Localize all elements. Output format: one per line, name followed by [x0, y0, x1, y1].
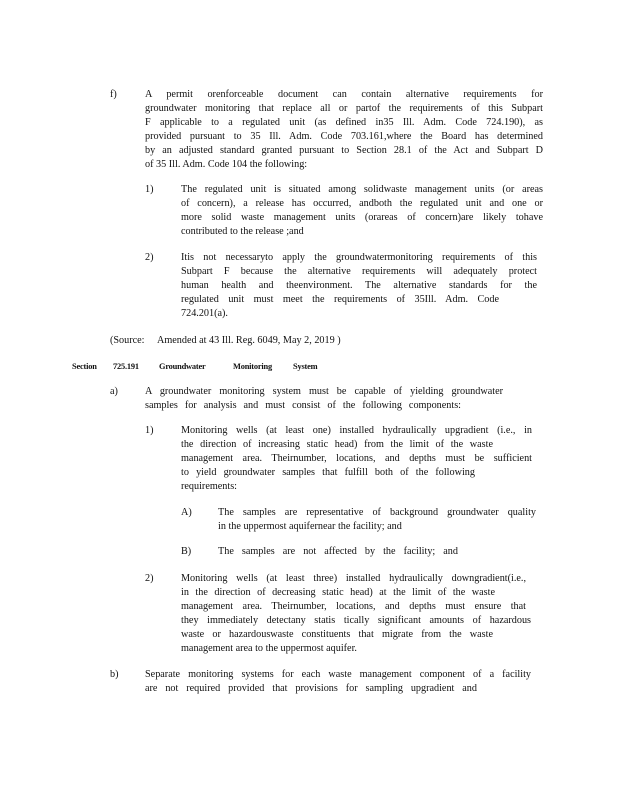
heading-number: 725.191 [113, 362, 139, 371]
item-a1-B-label: B) [181, 546, 192, 557]
section-b-text [145, 668, 531, 696]
text-line: are not required provided that provisions for sampling upgradient and [145, 683, 477, 694]
source-lead: (Source: [110, 335, 145, 346]
text-line: management area. Theirnumber, locations, and depths must be sufficient [181, 453, 532, 464]
text-line: requirements: [181, 481, 238, 492]
section-heading [0, 360, 618, 374]
text-line: The regulated unit is situated among solidwaste management units (or areas [181, 184, 543, 195]
section-f-text [145, 88, 543, 172]
text-line: human health and theenvironment. The alternative standards for the [181, 280, 537, 291]
heading-word-groundwater: Groundwater [159, 362, 206, 371]
text-line: A permit orenforceable document can contain alternative requirements for [145, 89, 543, 100]
subsection-f1-text [181, 183, 543, 239]
text-line: waste or hazardouswaste constituents that migrate from the waste [181, 629, 493, 640]
text-line: the direction of increasing static head) from the limit of the waste [181, 439, 493, 450]
text-line: more solid waste management units (orareas of concern)are likely tohave [181, 212, 543, 223]
text-line: provided pursuant to 35 Ill. Adm. Code 703.161,where the Board has determined [145, 131, 543, 142]
text-line: management area. Theirnumber, locations, and depths must ensure that [181, 601, 526, 612]
text-line: of 35 Ill. Adm. Code 104 the following: [145, 159, 308, 170]
subsection-f2-label: 2) [145, 252, 154, 263]
text-line: Subpart F because the alternative requirements will adequately protect [181, 266, 537, 277]
text-line: they immediately detectany statis tically significant amounts of hazardous [181, 615, 531, 626]
heading-word-monitoring: Monitoring [233, 362, 272, 371]
heading-word-system: System [293, 362, 318, 371]
text-line: samples for analysis and must consist of the following components: [145, 400, 461, 411]
text-line: The samples are not affected by the facility; and [218, 546, 458, 557]
subsection-f1-label: 1) [145, 184, 154, 195]
section-b-label: b) [110, 669, 119, 680]
source-text: Amended at 43 Ill. Reg. 6049, May 2, 2019 ) [157, 335, 341, 346]
item-a1-A-label: A) [181, 507, 192, 518]
text-line: regulated unit must meet the requirements of 35Ill. Adm. Code [181, 294, 499, 305]
subsection-a2-label: 2) [145, 573, 154, 584]
item-a1-B-text [218, 545, 458, 559]
text-line: in the uppermost aquifernear the facility; and [218, 521, 402, 532]
text-line: contributed to the release ;and [181, 226, 304, 237]
text-line: management area to the uppermost aquifer. [181, 643, 357, 654]
text-line: of concern), a release has occurred, andboth the regulated unit and one or [181, 198, 543, 209]
text-line: Itis not necessaryto apply the groundwatermonitoring requirements of this [181, 252, 537, 263]
text-line: groundwater monitoring that replace all or partof the requirements of this Subpart [145, 103, 543, 114]
text-line: F applicable to a regulated unit (as defined in35 Ill. Adm. Code 724.190), as [145, 117, 543, 128]
text-line: Monitoring wells (at least one) installed hydraulically upgradient (i.e., in [181, 425, 532, 436]
text-line: to yield groundwater samples that fulfill both of the following [181, 467, 475, 478]
section-a-text [145, 385, 503, 413]
text-line: 724.201(a). [181, 308, 228, 319]
text-line: in the direction of decreasing static head) at the limit of the waste [181, 587, 495, 598]
text-line: Separate monitoring systems for each waste management component of a facility [145, 669, 531, 680]
subsection-a1-label: 1) [145, 425, 154, 436]
text-line: by an adjusted standard granted pursuant to Section 28.1 of the Act and Subpart D [145, 145, 543, 156]
subsection-a1-text [181, 424, 532, 494]
subsection-a2-text [181, 572, 531, 656]
text-line: A groundwater monitoring system must be capable of yielding groundwater [145, 386, 503, 397]
text-line: The samples are representative of background groundwater quality [218, 507, 536, 518]
subsection-f2-text [181, 251, 537, 321]
section-f-label: f) [110, 89, 117, 100]
item-a1-A-text [218, 506, 536, 534]
heading-section-word: Section [72, 362, 97, 371]
text-line: Monitoring wells (at least three) installed hydraulically downgradient(i.e., [181, 573, 526, 584]
section-a-label: a) [110, 386, 118, 397]
